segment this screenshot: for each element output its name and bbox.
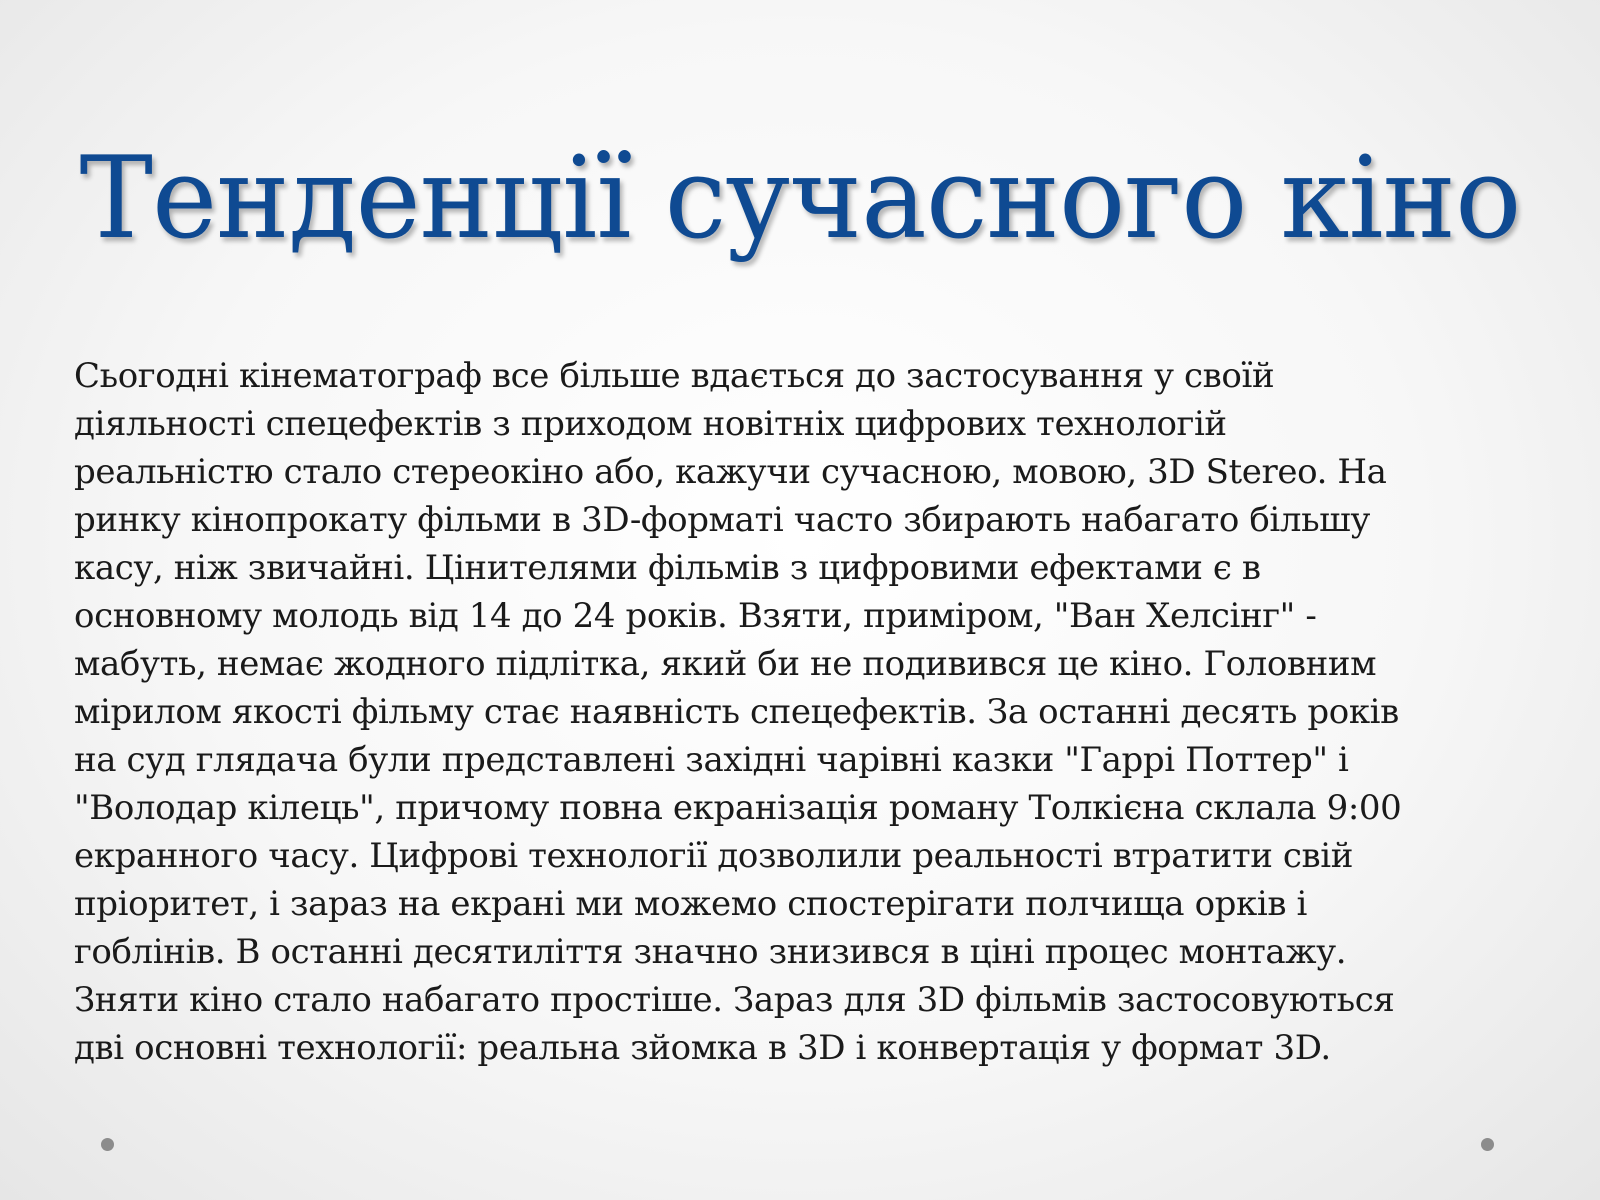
body-line: на суд глядача були представлені західні чарівні казки "Гаррі Поттер" і bbox=[74, 740, 1349, 780]
slide-body bbox=[74, 352, 1514, 1072]
body-line: гоблінів. В останні десятиліття значно знизився в ціні процес монтажу. bbox=[74, 932, 1347, 972]
slide-title: Тенденції сучасного кіно bbox=[79, 132, 1521, 264]
left-circle-dot-icon bbox=[101, 1138, 114, 1151]
body-line: екранного часу. Цифрові технології дозволили реальності втратити свій bbox=[74, 836, 1354, 876]
body-line: пріоритет, і зараз на екрані ми можемо спостерігати полчища орків і bbox=[74, 884, 1307, 924]
body-line: основному молодь від 14 до 24 років. Взяти, приміром, "Ван Хелсінг" - bbox=[74, 596, 1317, 636]
body-line: дві основні технології: реальна зйомка в 3D і конвертація у формат 3D. bbox=[74, 1028, 1331, 1068]
body-line: діяльності спецефектів з приходом новітніх цифрових технологій bbox=[74, 404, 1227, 444]
body-line: ринку кінопрокату фільми в 3D-форматі часто збирають набагато більшу bbox=[74, 500, 1370, 540]
body-line: "Володар кілець", причому повна екранізація роману Толкієна склала 9:00 bbox=[74, 788, 1402, 828]
body-line: мірилом якості фільму стає наявність спецефектів. За останні десять років bbox=[74, 692, 1399, 732]
body-line: касу, ніж звичайні. Цінителями фільмів з цифровими ефектами є в bbox=[74, 548, 1261, 588]
body-line: Сьогодні кінематограф все більше вдається до застосування у своїй bbox=[74, 356, 1275, 396]
body-line: мабуть, немає жодного підлітка, який би не подивився це кіно. Головним bbox=[74, 644, 1377, 684]
body-line: Зняти кіно стало набагато простіше. Зараз для 3D фільмів застосовуються bbox=[74, 980, 1395, 1020]
body-line: реальністю стало стереокіно або, кажучи сучасною, мовою, 3D Stereo. На bbox=[74, 452, 1387, 492]
right-circle-dot-icon bbox=[1481, 1138, 1494, 1151]
